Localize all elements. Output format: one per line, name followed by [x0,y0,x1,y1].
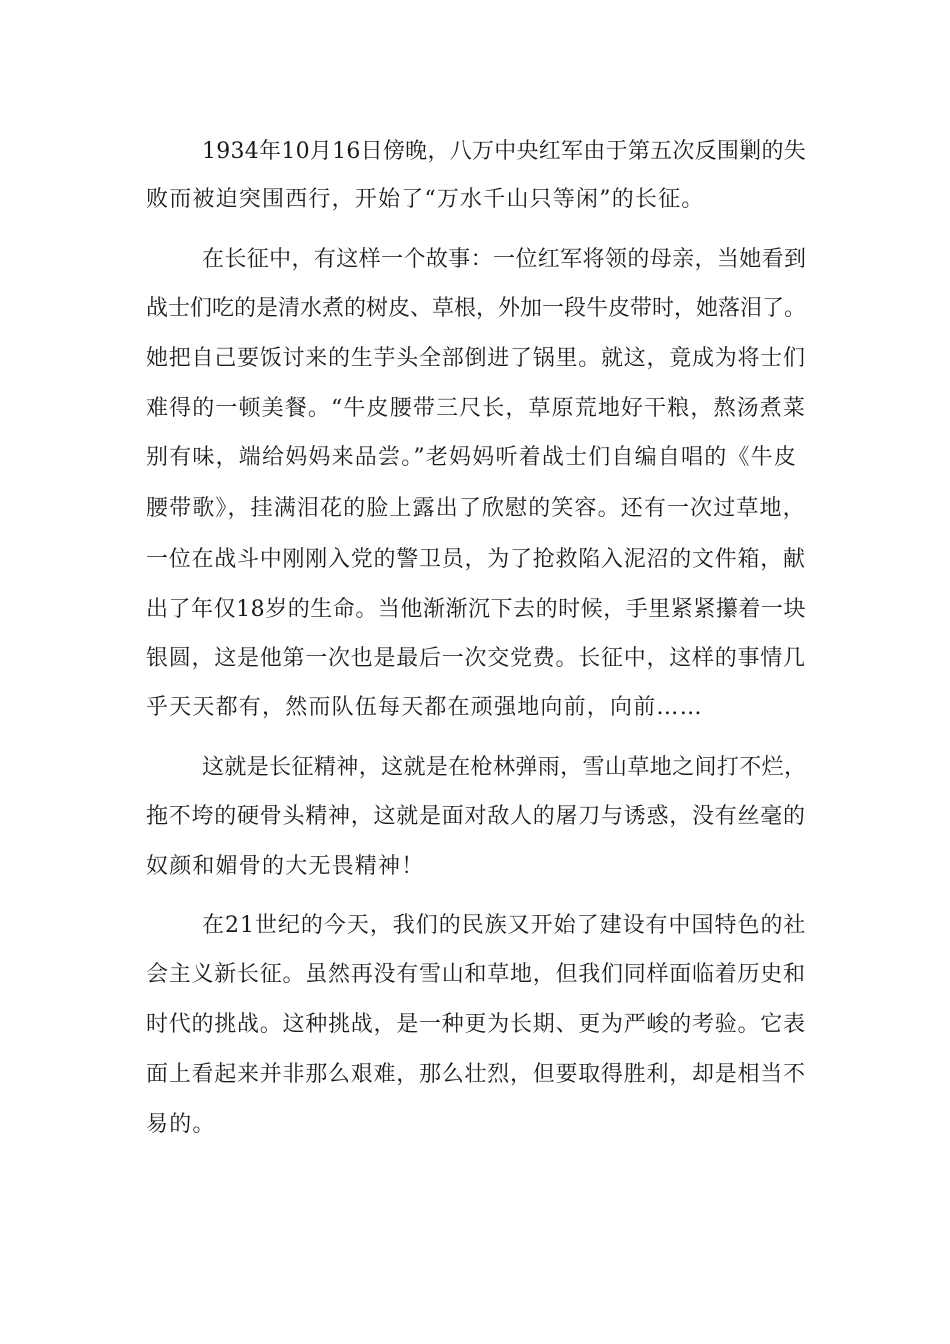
paragraph-2-line-2: 战士们吃的是清水煮的树皮、草根，外加一段牛皮带时，她落泪了。 [146,296,807,321]
paragraph-4-line-2: 会主义新长征。虽然再没有雪山和草地，但我们同样面临着历史和 [146,962,806,987]
paragraph-2-line-10: 乎天天都有，然而队伍每天都在顽强地向前，向前…… [146,695,703,720]
paragraph-4-line-3: 时代的挑战。这种挑战，是一种更为长期、更为严峻的考验。它表 [146,1012,806,1037]
paragraph-2-line-7: 一位在战斗中刚刚入党的警卫员，为了抢救陷入泥沼的文件箱，献 [146,547,806,572]
paragraph-2-line-4: 难得的一顿美餐。“牛皮腰带三尺长，草原荒地好干粮，熬汤煮菜 [146,396,807,421]
paragraph-2-line-1: 在长征中，有这样一个故事：一位红军将领的母亲，当她看到 [202,247,807,272]
paragraph-3-line-3: 奴颜和媚骨的大无畏精神！ [146,854,425,879]
paragraph-2-line-6: 腰带歌》，挂满泪花的脸上露出了欣慰的笑容。还有一次过草地， [146,496,806,521]
paragraph-2-line-9: 银圆，这是他第一次也是最后一次交党费。长征中，这样的事情几 [146,646,806,671]
paragraph-2-line-8: 出了年仅18岁的生命。当他渐渐沉下去的时候，手里紧紧攥着一块 [146,597,806,622]
paragraph-2-line-3: 她把自己要饭讨来的生芋头全部倒进了锅里。就这，竟成为将士们 [146,346,806,371]
paragraph-3-line-1: 这就是长征精神，这就是在枪林弹雨，雪山草地之间打不烂， [202,755,807,780]
paragraph-1-line-1: 1934年10月16日傍晚，八万中央红军由于第五次反围剿的失 [202,139,806,164]
paragraph-4-line-1: 在21世纪的今天，我们的民族又开始了建设有中国特色的社 [202,913,807,938]
paragraph-3-line-2: 拖不垮的硬骨头精神，这就是面对敌人的屠刀与诱惑，没有丝毫的 [146,804,806,829]
paragraph-4-line-4: 面上看起来并非那么艰难，那么壮烈，但要取得胜利，却是相当不 [146,1062,806,1087]
paragraph-1-line-2: 败而被迫突围西行，开始了“万水千山只等闲”的长征。 [146,187,705,212]
paragraph-2-line-5: 别有味，端给妈妈来品尝。”老妈妈听着战士们自编自唱的《牛皮 [146,445,798,470]
paragraph-4-line-5: 易的。 [146,1112,216,1137]
